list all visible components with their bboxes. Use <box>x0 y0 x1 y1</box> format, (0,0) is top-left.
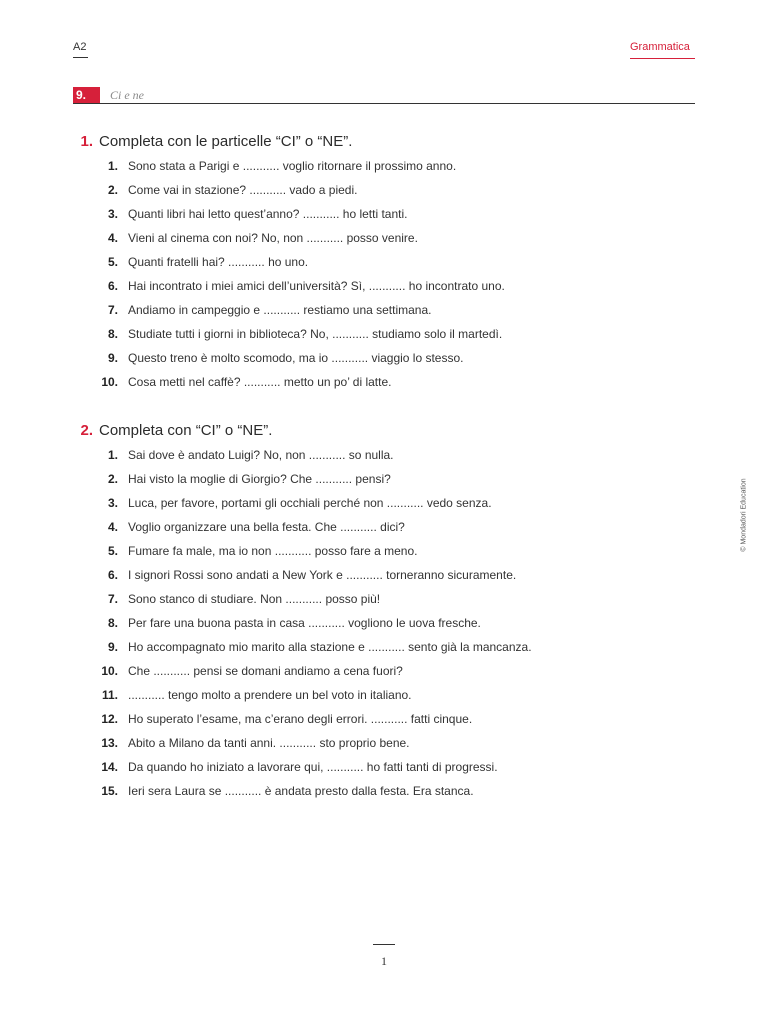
item-number: 5. <box>107 255 118 269</box>
item-number: 15. <box>101 784 118 798</box>
item-sentence: Come vai in stazione? ........... vado a piedi. <box>128 183 358 197</box>
item-sentence: Abito a Milano da tanti anni. ........... sto proprio bene. <box>128 736 410 750</box>
item-sentence: Studiate tutti i giorni in biblioteca? No, ........... studiamo solo il martedì. <box>128 327 503 341</box>
unit-divider <box>73 103 695 104</box>
section-label: Grammatica <box>630 41 690 53</box>
item-number: 11. <box>101 688 118 702</box>
item-number: 1. <box>107 159 118 173</box>
item-sentence: Andiamo in campeggio e ........... restiamo una settimana. <box>128 303 432 317</box>
exercise-2-number: 2. <box>80 422 93 439</box>
item-number: 3. <box>107 207 118 221</box>
item-sentence: Hai incontrato i miei amici dell’università? Sì, ........... ho incontrato uno. <box>128 279 505 293</box>
item-number: 6. <box>107 568 118 582</box>
page-number: 1 <box>381 954 387 968</box>
item-number: 6. <box>107 279 118 293</box>
item-number: 4. <box>107 231 118 245</box>
level-label: A2 <box>73 41 87 53</box>
item-number: 9. <box>107 640 118 654</box>
item-number: 7. <box>107 303 118 317</box>
item-sentence: Ieri sera Laura se ........... è andata presto dalla festa. Era stanca. <box>128 784 474 798</box>
item-sentence: Sai dove è andato Luigi? No, non ........... so nulla. <box>128 448 394 462</box>
item-sentence: ........... tengo molto a prendere un bel voto in italiano. <box>128 688 412 702</box>
section-underline <box>630 58 695 59</box>
item-sentence: Sono stata a Parigi e ........... voglio ritornare il prossimo anno. <box>128 159 457 173</box>
item-sentence: I signori Rossi sono andati a New York e ........... torneranno sicuramente. <box>128 568 517 582</box>
item-number: 14. <box>101 760 118 774</box>
item-sentence: Vieni al cinema con noi? No, non ........... posso venire. <box>128 231 418 245</box>
item-sentence: Luca, per favore, portami gli occhiali perché non ........... vedo senza. <box>128 496 492 510</box>
unit-title: Ci e ne <box>110 88 144 102</box>
item-sentence: Cosa metti nel caffè? ........... metto un po’ di latte. <box>128 375 392 389</box>
item-number: 5. <box>107 544 118 558</box>
item-number: 8. <box>107 616 118 630</box>
item-sentence: Voglio organizzare una bella festa. Che ........... dici? <box>128 520 405 534</box>
item-number: 2. <box>107 183 118 197</box>
item-sentence: Questo treno è molto scomodo, ma io ........... viaggio lo stesso. <box>128 351 464 365</box>
item-number: 2. <box>107 472 118 486</box>
item-sentence: Quanti libri hai letto quest’anno? ........... ho letti tanti. <box>128 207 408 221</box>
unit-number-badge: 9. <box>73 87 100 103</box>
item-sentence: Fumare fa male, ma io non ........... posso fare a meno. <box>128 544 418 558</box>
footer-divider <box>373 944 395 945</box>
item-number: 3. <box>107 496 118 510</box>
item-sentence: Per fare una buona pasta in casa ........... vogliono le uova fresche. <box>128 616 481 630</box>
item-number: 12. <box>101 712 118 726</box>
item-sentence: Ho superato l’esame, ma c’erano degli errori. ........... fatti cinque. <box>128 712 473 726</box>
item-number: 1. <box>107 448 118 462</box>
item-number: 13. <box>101 736 118 750</box>
item-sentence: Hai visto la moglie di Giorgio? Che ........... pensi? <box>128 472 391 486</box>
item-number: 8. <box>107 327 118 341</box>
item-sentence: Quanti fratelli hai? ........... ho uno. <box>128 255 309 269</box>
exercise-1-title: Completa con le particelle “CI” o “NE”. <box>99 133 353 150</box>
level-underline <box>73 57 88 58</box>
item-number: 10. <box>101 664 118 678</box>
item-sentence: Ho accompagnato mio marito alla stazione e ........... sento già la mancanza. <box>128 640 532 654</box>
item-sentence: Che ........... pensi se domani andiamo a cena fuori? <box>128 664 403 678</box>
item-sentence: Sono stanco di studiare. Non ........... posso più! <box>128 592 381 606</box>
item-number: 10. <box>101 375 118 389</box>
copyright-notice: © Mondadori Education <box>740 478 748 552</box>
item-number: 7. <box>107 592 118 606</box>
exercise-2-title: Completa con “CI” o “NE”. <box>99 422 273 439</box>
item-sentence: Da quando ho iniziato a lavorare qui, ........... ho fatti tanti di progressi. <box>128 760 498 774</box>
exercise-1-number: 1. <box>80 133 93 150</box>
item-number: 9. <box>107 351 118 365</box>
item-number: 4. <box>107 520 118 534</box>
